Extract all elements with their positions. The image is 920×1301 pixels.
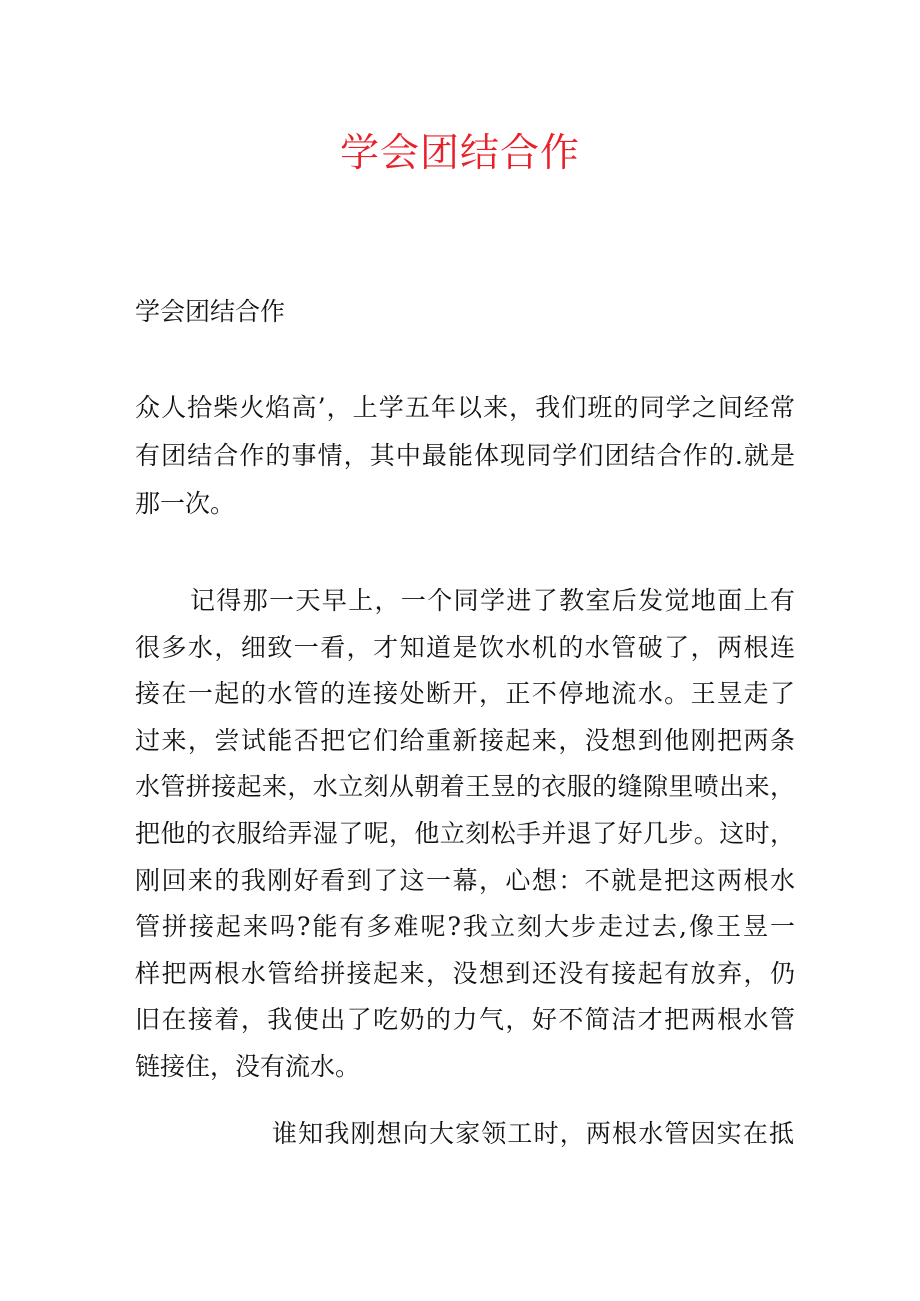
paragraph-line: 谁知我刚想向大家领工时，两根水管因实在抵 [272, 1119, 794, 1148]
paragraph-intro [135, 384, 795, 528]
paragraph-line: 把他的衣服给弄湿了呢，他立刻松手并退了好几步。这时， [135, 818, 795, 848]
paragraph-continuation [272, 1111, 794, 1158]
paragraph-line: 有团结合作的事情，其中最能体现同学们团结合作的.就是 [135, 441, 795, 470]
paragraph-line: 接在一起的水管的连接处断开，正不停地流水。王昱走了 [135, 679, 795, 709]
document-title: 学会团结合作 [339, 131, 580, 176]
paragraph-line: 链接住，没有流水。 [135, 1051, 361, 1081]
paragraph-line: 过来，尝试能否把它们给重新接起来，没想到他刚把两条 [135, 725, 795, 755]
paragraph-line: 很多水，细致一看，才知道是饮水机的水管破了，两根连 [135, 632, 795, 662]
paragraph-line: 水管拼接起来，水立刻从朝着王昱的衣服的缝隙里喷出来， [135, 772, 795, 802]
paragraph-story [135, 578, 795, 1091]
paragraph-line: 管拼接起来吗?能有多难呢?我立刻大步走过去,像王昱一 [135, 912, 795, 942]
paragraph-line: 那一次。 [135, 489, 236, 518]
paragraph-line: 众人拾柴火焰高’，上学五年以来，我们班的同学之间经常 [135, 393, 795, 422]
paragraph-line: 样把两根水管给拼接起来，没想到还没有接起有放弃，仍 [135, 958, 795, 988]
paragraph-line: 刚回来的我刚好看到了这一幕，心想：不就是把这两根水 [135, 865, 795, 895]
paragraph-line: 旧在接着，我使出了吃奶的力气，好不简洁才把两根水管 [135, 1005, 795, 1035]
paragraph-line: 记得那一天早上，一个同学进了教室后发觉地面上有 [190, 586, 795, 615]
document-subtitle: 学会团结合作 [135, 297, 286, 326]
